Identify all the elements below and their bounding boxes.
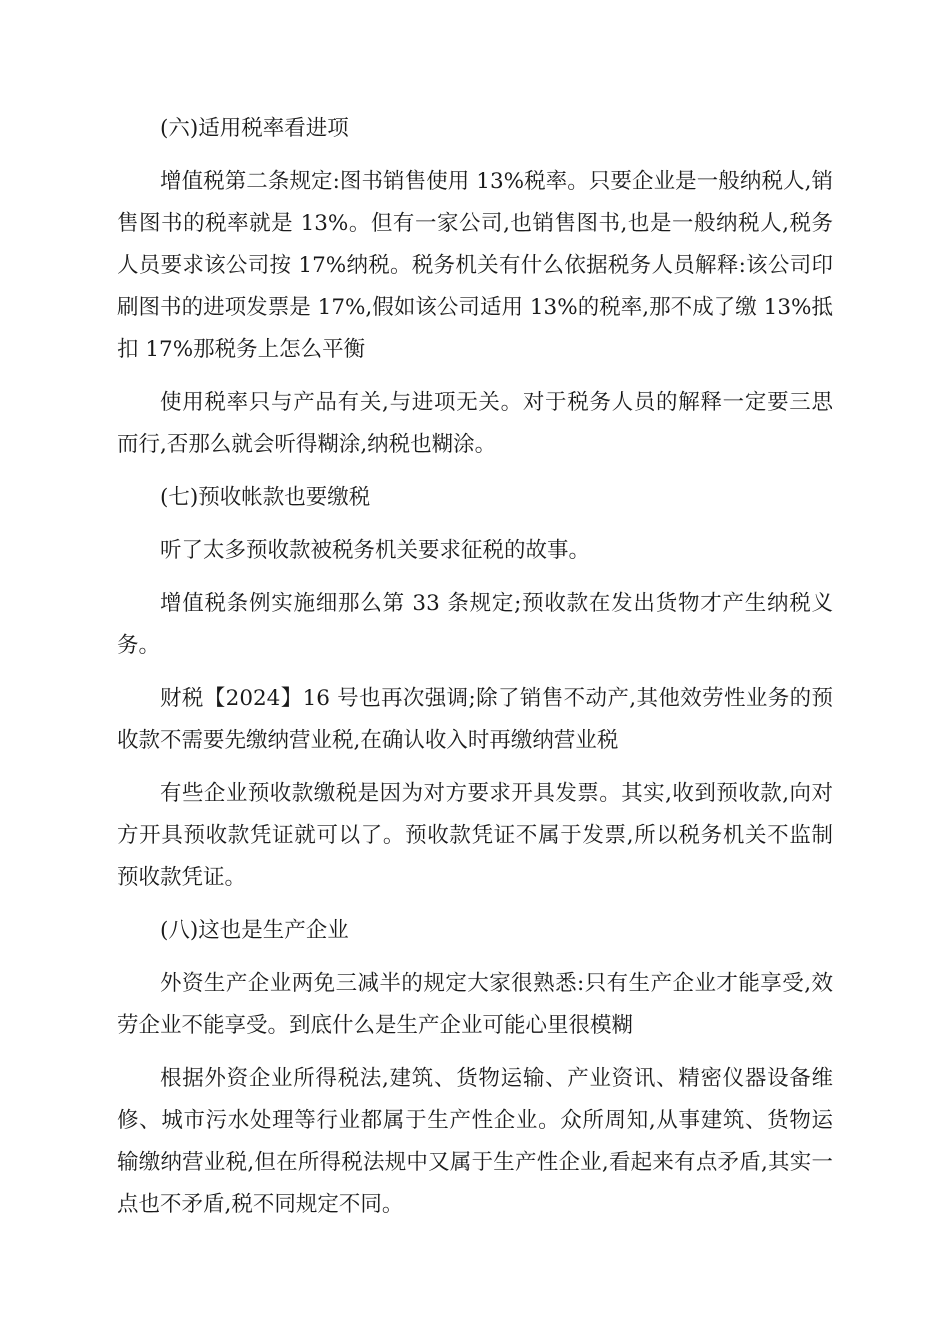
paragraph-tax-rate-rule: 增值税第二条规定:图书销售使用 13%税率。只要企业是一般纳税人,销售图书的税率就是 13%。但有一家公司,也销售图书,也是一般纳税人,税务人员要求该公司按 17%纳税。税务机关有什么依据税务人员解释:该公司印刷图书的进项发票是 17%,假如该公司适用 13%的税率,那不成了缴 13%抵扣 17%那税务上怎么平衡 xyxy=(117,169,833,362)
paragraph-vat-article-33: 增值税条例实施细那么第 33 条规定;预收款在发出货物才产生纳税义务。 xyxy=(117,591,833,658)
paragraph-industry-list: 根据外资企业所得税法,建筑、货物运输、产业资讯、精密仪器设备维修、城市污水处理等行业都属于生产性企业。众所周知,从事建筑、货物运输缴纳营业税,但在所得税法规中又属于生产性企业,看起来有点矛盾,其实一点也不矛盾,税不同规定不同。 xyxy=(117,1066,833,1217)
section-heading-6: (六)适用税率看进项 xyxy=(160,116,349,141)
paragraph-caishui-16: 财税【2024】16 号也再次强调;除了销售不动产,其他效劳性业务的预收款不需要先缴纳营业税,在确认收入时再缴纳营业税 xyxy=(117,686,833,753)
paragraph-prepayment-stories: 听了太多预收款被税务机关要求征税的故事。 xyxy=(160,538,591,563)
section-heading-8: (八)这也是生产企业 xyxy=(160,918,349,943)
paragraph-production-enterprise: 外资生产企业两免三减半的规定大家很熟悉:只有生产企业才能享受,效劳企业不能享受。到底什么是生产企业可能心里很模糊 xyxy=(117,971,833,1038)
paragraph-prepayment-invoice: 有些企业预收款缴税是因为对方要求开具发票。其实,收到预收款,向对方开具预收款凭证就可以了。预收款凭证不属于发票,所以税务机关不监制预收款凭证。 xyxy=(117,781,833,890)
paragraph-tax-rate-advice: 使用税率只与产品有关,与进项无关。对于税务人员的解释一定要三思而行,否那么就会听得糊涂,纳税也糊涂。 xyxy=(117,390,833,457)
section-heading-7: (七)预收帐款也要缴税 xyxy=(160,485,371,510)
document-body xyxy=(117,108,833,1237)
